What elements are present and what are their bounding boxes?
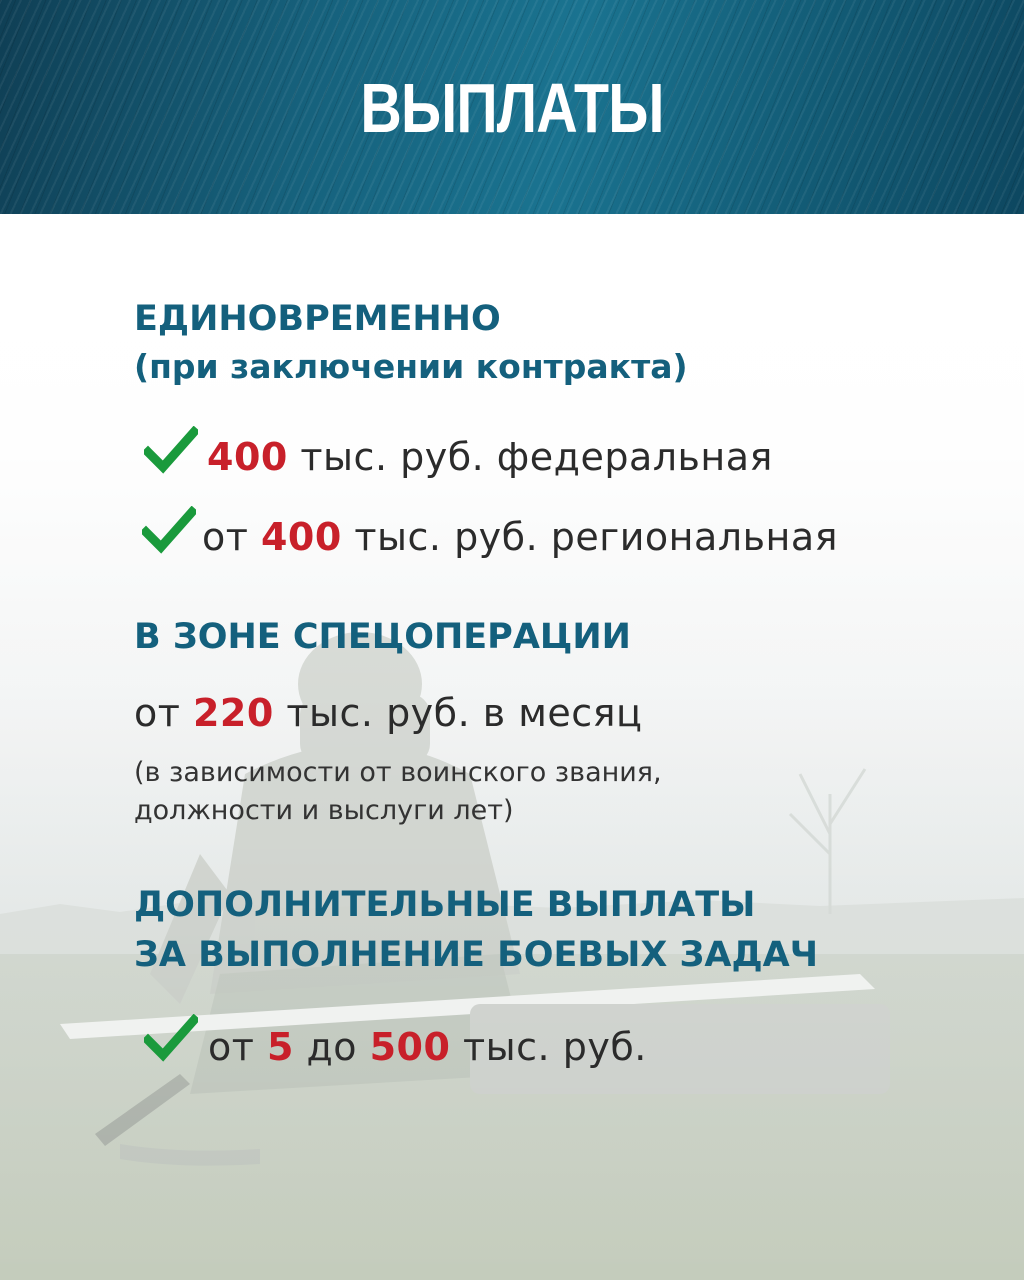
check-icon <box>142 506 196 554</box>
combat-payment <box>208 1022 647 1072</box>
check-icon <box>144 426 198 474</box>
regional-prefix: от <box>202 515 261 559</box>
federal-amount: 400 <box>207 435 288 479</box>
monthly-note-line2: должности и выслуги лет) <box>134 795 514 826</box>
combat-mid: до <box>293 1025 370 1069</box>
section-one-subheading: (при заключении контракта) <box>134 347 688 386</box>
federal-text: тыс. руб. федеральная <box>287 435 773 479</box>
section-one-heading: ЕДИНОВРЕМЕННО <box>134 299 501 339</box>
regional-payment <box>202 512 838 562</box>
check-icon <box>144 1014 198 1062</box>
page-title: ВЫПЛАТЫ <box>360 69 664 147</box>
section-three-heading: ДОПОЛНИТЕЛЬНЫЕ ВЫПЛАТЫ <box>134 885 756 925</box>
federal-payment <box>207 432 773 482</box>
section-three-subheading: ЗА ВЫПОЛНЕНИЕ БОЕВЫХ ЗАДАЧ <box>134 935 819 975</box>
header-banner <box>0 0 1024 214</box>
monthly-text: тыс. руб. в месяц <box>273 691 643 735</box>
monthly-payment <box>134 688 642 738</box>
combat-prefix: от <box>208 1025 267 1069</box>
combat-min: 5 <box>266 1025 294 1069</box>
monthly-amount: 220 <box>192 691 274 735</box>
combat-text: тыс. руб. <box>450 1025 647 1069</box>
content <box>0 214 1024 1280</box>
monthly-note-line1: (в зависимости от воинского звания, <box>134 757 662 788</box>
combat-max: 500 <box>369 1025 451 1069</box>
section-two-heading: В ЗОНЕ СПЕЦОПЕРАЦИИ <box>134 617 631 657</box>
regional-amount: 400 <box>260 515 342 559</box>
regional-text: тыс. руб. региональная <box>341 515 838 559</box>
monthly-prefix: от <box>134 691 193 735</box>
